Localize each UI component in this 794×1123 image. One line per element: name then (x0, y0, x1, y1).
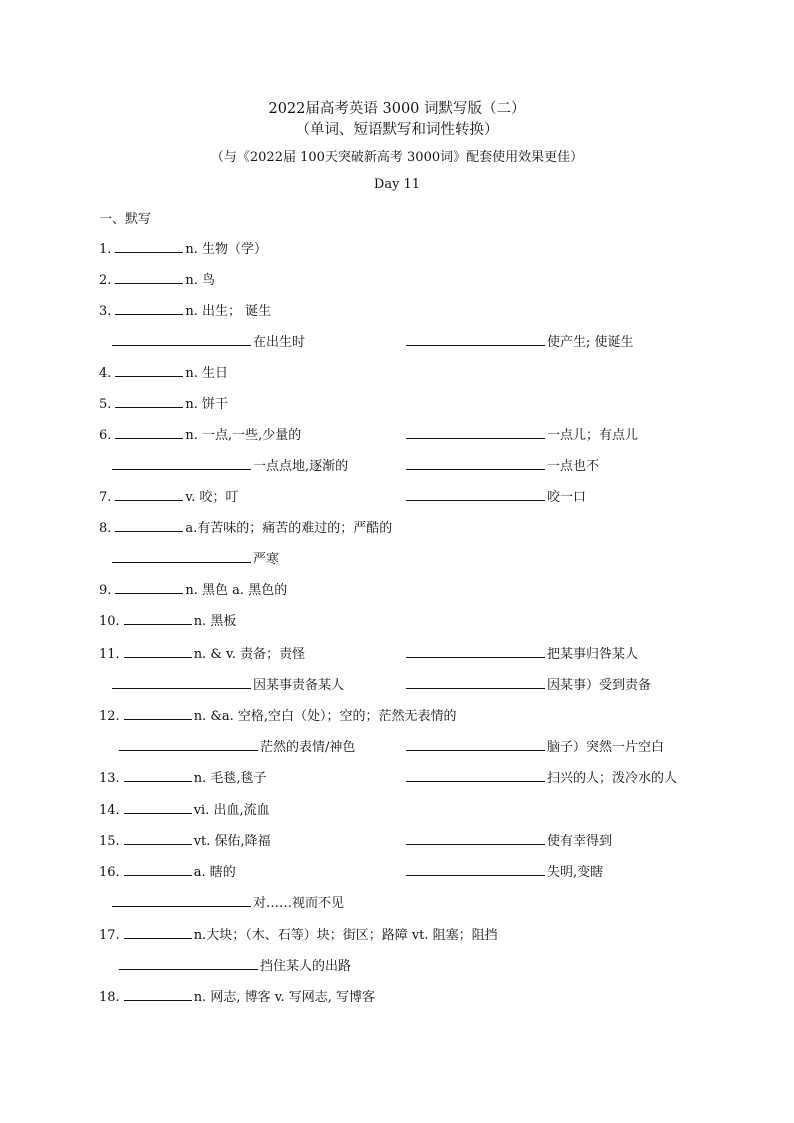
item-number: 9. (99, 583, 112, 598)
item-number: 10. (99, 614, 120, 629)
answer-blank[interactable] (124, 769, 192, 782)
item-number: 16. (99, 865, 120, 880)
item-definition: n. 出生； 诞生 (185, 304, 272, 319)
item-definition: n. 生物（学） (185, 242, 268, 257)
item-number: 5. (99, 397, 112, 412)
answer-blank[interactable] (115, 581, 183, 594)
item-definition: a. 瞎的 (193, 865, 236, 880)
phrase-definition: 失明,变瞎 (547, 865, 604, 880)
answer-blank[interactable] (112, 676, 251, 689)
item-number: 18. (99, 990, 120, 1005)
list-item (99, 645, 305, 663)
document-title: 2022届高考英语 3000 词默写版（二） (268, 101, 526, 117)
phrase-definition: 脑子）突然一片空白 (547, 740, 665, 755)
answer-blank[interactable] (115, 271, 183, 284)
day-label: Day 11 (373, 177, 421, 192)
item-definition: vi. 出血,流血 (193, 803, 270, 818)
phrase-item (112, 894, 344, 912)
item-number: 4. (99, 366, 112, 381)
list-item (99, 863, 236, 881)
phrase-definition: 一点儿；有点儿 (547, 428, 639, 443)
answer-blank[interactable] (124, 832, 192, 845)
answer-blank[interactable] (406, 457, 545, 470)
item-number: 2. (99, 273, 112, 288)
phrase-item (119, 738, 355, 756)
item-number: 7. (99, 490, 112, 505)
answer-blank[interactable] (115, 519, 183, 532)
answer-blank[interactable] (406, 426, 545, 439)
answer-blank[interactable] (112, 894, 251, 907)
item-number: 14. (99, 803, 120, 818)
phrase-item (112, 676, 344, 694)
list-item (99, 988, 375, 1006)
answer-blank[interactable] (115, 302, 183, 315)
phrase-definition: 茫然的表情/神色 (260, 740, 356, 755)
answer-blank[interactable] (124, 863, 192, 876)
list-item (99, 581, 287, 599)
list-item (99, 302, 271, 320)
item-definition: n. 饼干 (185, 397, 229, 412)
item-definition: n. &a. 空格,空白（处）；空的；茫然无表情的 (193, 709, 457, 724)
item-number: 13. (99, 771, 120, 786)
answer-blank[interactable] (124, 612, 192, 625)
answer-blank[interactable] (406, 676, 545, 689)
phrase-definition: 一点也不 (547, 459, 600, 474)
item-number: 8. (99, 521, 112, 536)
item-definition: n.大块；（木、石等）块；街区；路障 vt. 阻塞；阻挡 (193, 928, 498, 943)
item-number: 1. (99, 242, 112, 257)
answer-blank[interactable] (119, 957, 258, 970)
answer-blank[interactable] (119, 738, 258, 751)
list-item (99, 364, 228, 382)
item-definition: n. 黑色 a. 黑色的 (185, 583, 288, 598)
item-definition: v. 咬；叮 (185, 490, 239, 505)
document-note: （与《2022届 100天突破新高考 3000词》配套使用效果更佳） (210, 150, 584, 165)
phrase-item (406, 738, 664, 756)
item-number: 12. (99, 709, 120, 724)
answer-blank[interactable] (406, 738, 545, 751)
item-number: 6. (99, 428, 112, 443)
answer-blank[interactable] (406, 645, 545, 658)
item-number: 11. (99, 647, 120, 662)
answer-blank[interactable] (406, 832, 545, 845)
item-number: 15. (99, 834, 120, 849)
answer-blank[interactable] (124, 926, 192, 939)
answer-blank[interactable] (406, 863, 545, 876)
answer-blank[interactable] (115, 395, 183, 408)
phrase-item (406, 863, 603, 881)
item-number: 3. (99, 304, 112, 319)
item-definition: n. & v. 责备；责怪 (193, 647, 306, 662)
phrase-definition: 使有幸得到 (547, 834, 613, 849)
item-definition: n. 生日 (185, 366, 229, 381)
list-item (99, 271, 215, 289)
phrase-item (112, 333, 305, 351)
list-item (99, 395, 228, 413)
phrase-item (406, 832, 612, 850)
phrase-item (112, 457, 348, 475)
answer-blank[interactable] (124, 988, 192, 1001)
section-title: 一、默写 (99, 212, 152, 227)
answer-blank[interactable] (406, 769, 545, 782)
item-definition: n. 网志, 博客 v. 写网志, 写博客 (193, 990, 376, 1005)
phrase-definition: 因某事）受到责备 (547, 678, 652, 693)
phrase-item (119, 957, 351, 975)
phrase-definition: 一点点地,逐渐的 (253, 459, 349, 474)
phrase-item (406, 426, 638, 444)
answer-blank[interactable] (124, 801, 192, 814)
answer-blank[interactable] (124, 645, 192, 658)
item-definition: vt. 保佑,降福 (193, 834, 271, 849)
phrase-item (406, 769, 677, 787)
phrase-definition: 把某事归咎某人 (547, 647, 639, 662)
answer-blank[interactable] (115, 426, 183, 439)
item-definition: n. 毛毯,毯子 (193, 771, 267, 786)
list-item (99, 801, 270, 819)
phrase-item (406, 457, 599, 475)
phrase-definition: 因某事责备某人 (253, 678, 345, 693)
phrase-definition: 扫兴的人；泼冷水的人 (547, 771, 678, 786)
phrase-definition: 挡住某人的出路 (260, 959, 352, 974)
phrase-definition: 严寒 (253, 552, 280, 567)
list-item (99, 612, 236, 630)
phrase-item (406, 676, 651, 694)
answer-blank[interactable] (112, 457, 251, 470)
phrase-definition: 对……视而不见 (253, 896, 345, 911)
phrase-definition: 咬一口 (547, 490, 587, 505)
answer-blank[interactable] (124, 707, 192, 720)
phrase-item (406, 645, 638, 663)
list-item (99, 519, 392, 537)
phrase-item (406, 488, 586, 506)
list-item (99, 769, 266, 787)
answer-blank[interactable] (112, 550, 251, 563)
list-item (99, 240, 267, 258)
list-item (99, 426, 301, 444)
answer-blank[interactable] (112, 333, 251, 346)
answer-blank[interactable] (406, 333, 545, 346)
phrase-definition: 使产生; 使诞生 (547, 335, 634, 350)
phrase-item (406, 333, 634, 351)
answer-blank[interactable] (406, 488, 545, 501)
item-definition: n. 黑板 (193, 614, 237, 629)
phrase-item (112, 550, 279, 568)
answer-blank[interactable] (115, 488, 183, 501)
list-item (99, 707, 457, 725)
answer-blank[interactable] (115, 240, 183, 253)
document-subtitle: （单词、短语默写和词性转换） (295, 122, 499, 138)
item-definition: n. 一点,一些,少量的 (185, 428, 302, 443)
item-definition: a.有苦味的；痛苦的难过的；严酷的 (185, 521, 393, 536)
list-item (99, 488, 238, 506)
phrase-definition: 在出生时 (253, 335, 306, 350)
answer-blank[interactable] (115, 364, 183, 377)
item-number: 17. (99, 928, 120, 943)
list-item (99, 832, 271, 850)
item-definition: n. 鸟 (185, 273, 216, 288)
list-item (99, 926, 498, 944)
